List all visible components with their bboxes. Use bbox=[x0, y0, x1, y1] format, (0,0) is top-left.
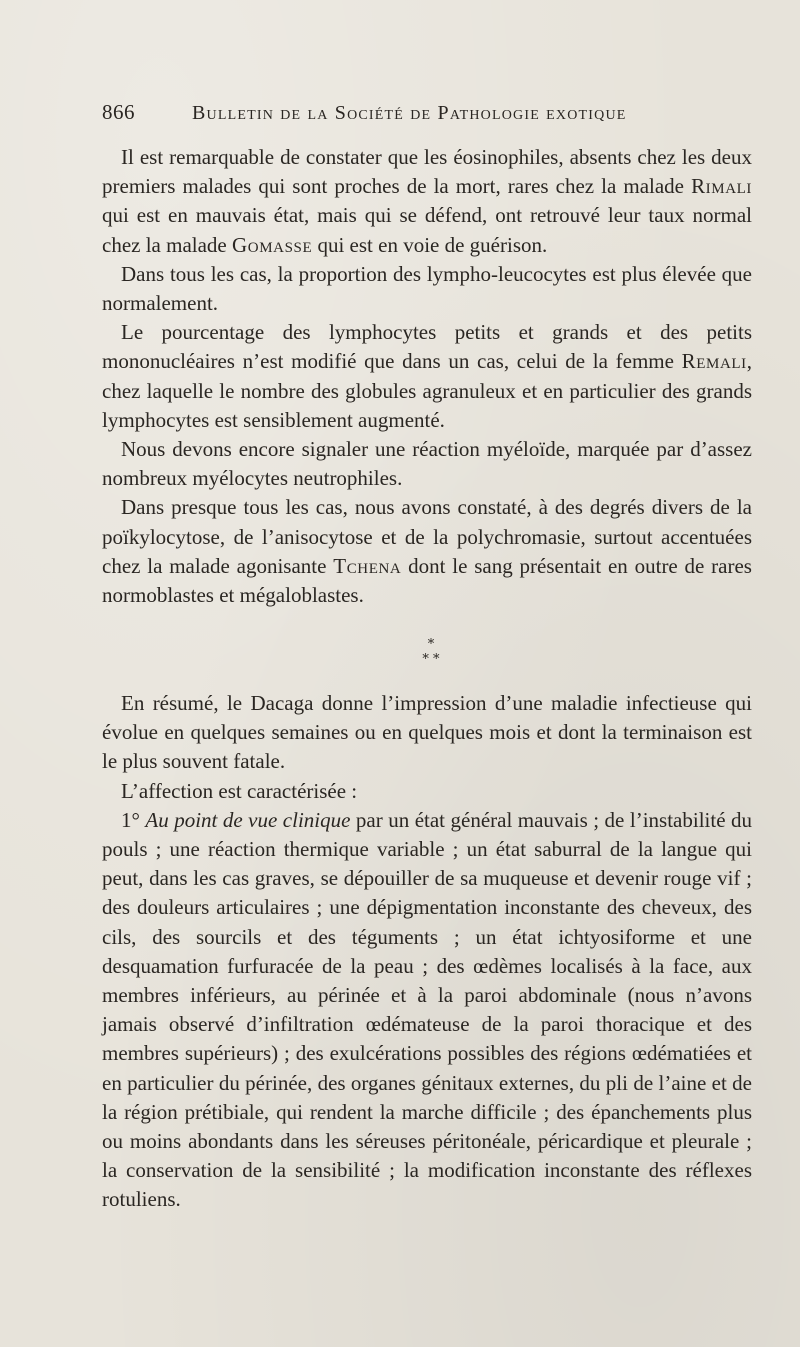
running-header bbox=[102, 100, 752, 125]
italic-text: Au point de vue clinique bbox=[145, 807, 351, 832]
paragraph bbox=[102, 435, 752, 493]
text-run: , chez laquelle le nombre des globules agranuleux et en particulier des grands lymphocytes est sensiblement augmenté. bbox=[102, 349, 752, 432]
journal-title: Bulletin de la Société de Pathologie exotique bbox=[192, 102, 627, 124]
body-text-top bbox=[102, 143, 752, 610]
text-run: Le pourcentage des lymphocytes petits et grands et des petits mononucléaires n’est modifié que dans un cas, celui de la femme bbox=[102, 320, 752, 374]
patient-name: Remali bbox=[681, 349, 747, 374]
text-run: qui est en mauvais état, mais qui se défend, ont retrouvé leur taux normal chez la malade bbox=[102, 203, 752, 257]
text-run: qui est en voie de guérison. bbox=[312, 232, 548, 257]
text-run: Dans presque tous les cas, nous avons constaté, à des degrés divers de la poïkylocytose, de l’anisocytose et de la polychromasie, surtout accentuées chez la malade agonisante bbox=[102, 495, 752, 578]
paragraph bbox=[102, 318, 752, 435]
body-text-bottom bbox=[102, 689, 752, 1215]
paragraph bbox=[102, 689, 752, 777]
text-run: En résumé, le Dacaga donne l’impression d’une maladie infectieuse qui évolue en quelques semaines ou en quelques mois et dont la terminaison est le plus souvent fatale. bbox=[102, 691, 752, 774]
paragraph bbox=[102, 143, 752, 260]
text-run: Dans tous les cas, la proportion des lympho-leucocytes est plus élevée que normalement. bbox=[102, 261, 752, 316]
text-run: Il est remarquable de constater que les éosinophiles, absents chez les deux premiers malades qui sont proches de la mort, rares chez la malade bbox=[102, 145, 752, 199]
section-separator bbox=[401, 637, 461, 667]
separator-stars-bottom: * * bbox=[422, 652, 440, 667]
text-run: L’affection est caractérisée : bbox=[121, 778, 358, 803]
paragraph bbox=[102, 260, 752, 318]
paragraph bbox=[102, 493, 752, 610]
page-number: 866 bbox=[102, 100, 135, 124]
text-run: 1° bbox=[121, 807, 146, 832]
text-run: par un état général mauvais ; de l’instabilité du pouls ; une réaction thermique variable ; un état saburral de la langue qui peut, dans les cas graves, se dépouiller de sa muqueuse et devenir rouge vif ; des douleurs articulaires ; une dépigmentation inconstante des cheveux, des cils, des sourcils et des téguments ; un état ichtyosiforme et une desquamation furfuracée de la peau ; des œdèmes localisés à la face, aux membres inférieurs, au périnée et à la paroi abdominale (nous n’avons jamais observé d’infiltration œdémateuse de la paroi thoracique et des membres supérieurs) ; des exulcérations possibles des régions œdématiées et en particulier du périnée, des organes génitaux externes, du pli de l’aine et de la région prétibiale, qui rendent la marche difficile ; des épanchements plus ou moins abondants dans les séreuses péritonéale, péricardique et pleurale ; la conservation de la sensibilité ; la modification inconstante des réflexes rotuliens. bbox=[102, 807, 752, 1212]
patient-name: Tchena bbox=[333, 553, 402, 578]
paragraph bbox=[102, 777, 752, 806]
separator-star-top: * bbox=[427, 637, 435, 652]
text-run: dont le sang présentait en outre de rares normoblastes et mégaloblastes. bbox=[102, 553, 752, 608]
paragraph bbox=[102, 806, 752, 1215]
patient-name: Gomasse bbox=[232, 232, 313, 257]
patient-name: Rimali bbox=[691, 174, 752, 199]
text-run: Nous devons encore signaler une réaction myéloïde, marquée par d’assez nombreux myélocytes neutrophiles. bbox=[102, 437, 752, 491]
